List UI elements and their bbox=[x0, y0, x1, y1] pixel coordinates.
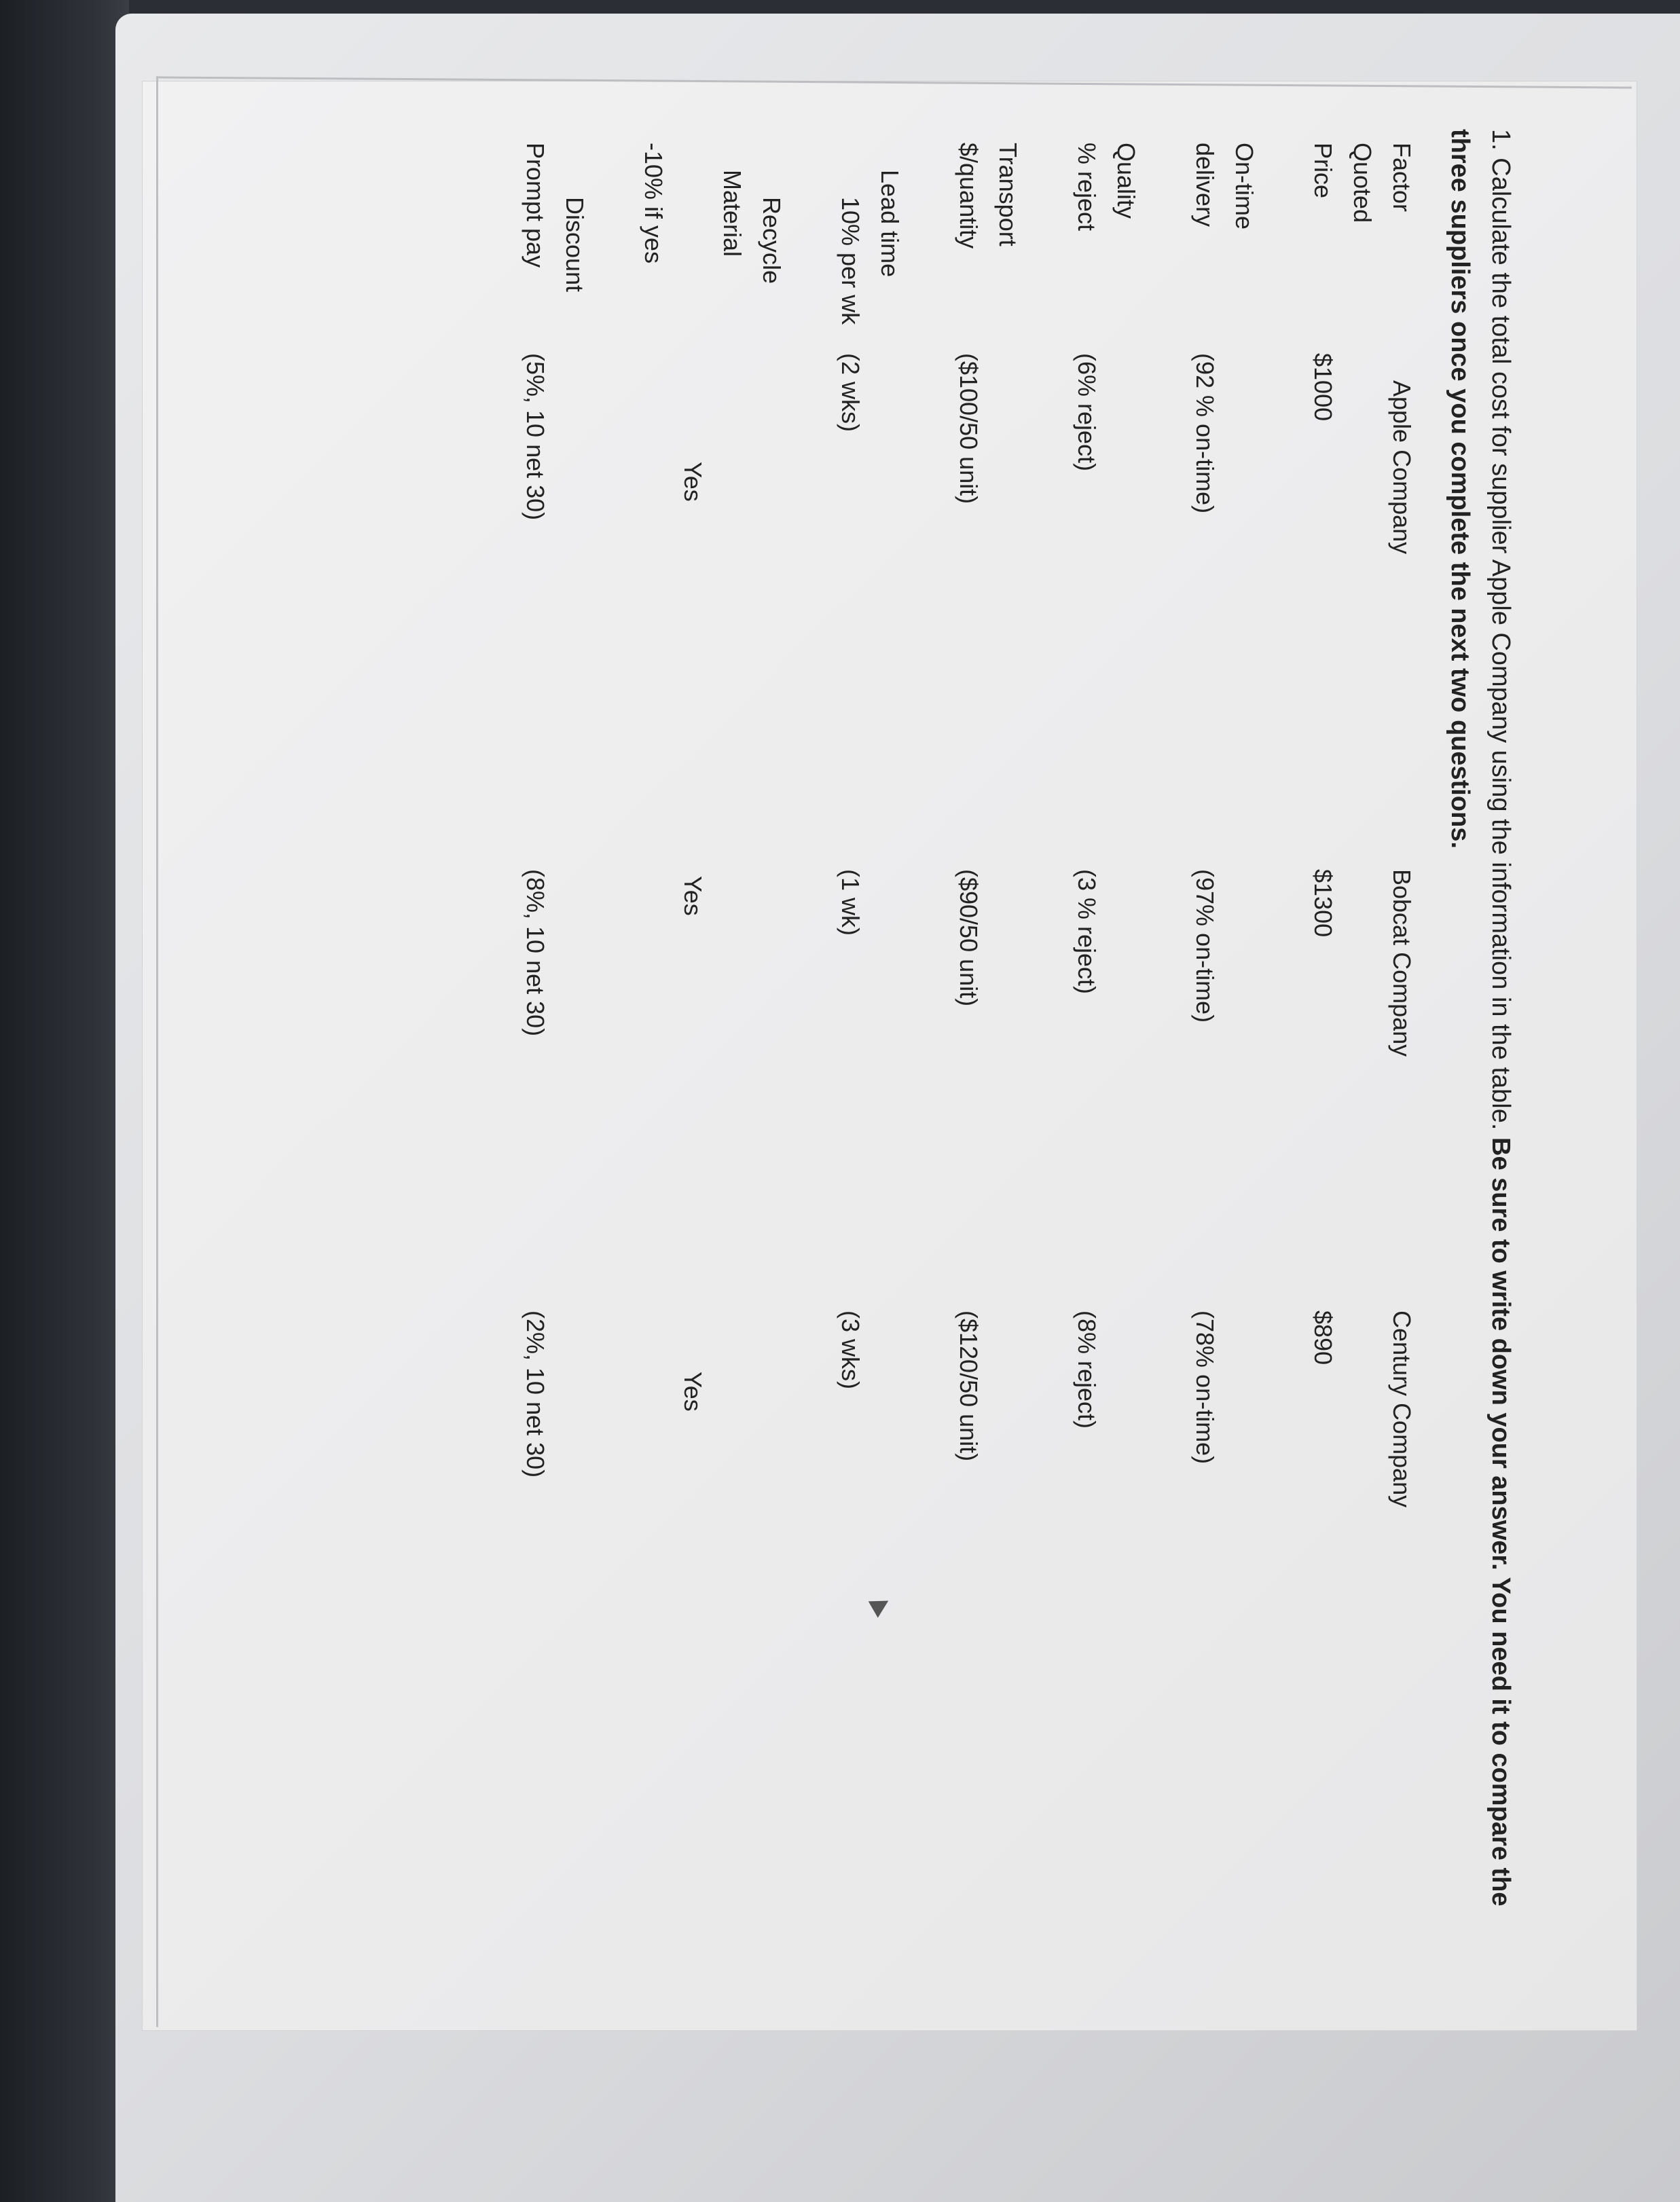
table-cell: ($90/50 unit) bbox=[955, 869, 983, 1007]
table-row bbox=[746, 143, 786, 1779]
table-cell bbox=[628, 353, 668, 869]
table-cell: Material bbox=[718, 170, 746, 257]
table-cell: Yes bbox=[679, 1372, 707, 1412]
table-cell: (97% on-time) bbox=[1191, 869, 1219, 1023]
table-cell: ($100/50 unit) bbox=[955, 353, 983, 504]
table-cell: Discount bbox=[561, 197, 589, 293]
table-cell bbox=[1101, 869, 1140, 1310]
header-century: Century Company bbox=[1388, 1310, 1416, 1508]
table-cell bbox=[983, 869, 1022, 1310]
table-cell bbox=[786, 869, 825, 1310]
table-cell bbox=[1022, 1310, 1061, 1779]
table-cell bbox=[1140, 1310, 1180, 1779]
table-cell bbox=[1101, 353, 1140, 869]
table-row bbox=[549, 143, 589, 1779]
table-cell bbox=[1258, 1310, 1298, 1779]
table-cell bbox=[707, 1310, 746, 1779]
table-cell bbox=[1337, 1310, 1376, 1779]
table-row bbox=[1337, 143, 1376, 1779]
table-row bbox=[510, 143, 549, 1779]
table-cell bbox=[628, 1310, 668, 1779]
table-cell bbox=[983, 1310, 1022, 1779]
table-cell: -10% if yes bbox=[640, 143, 668, 264]
table-cell: (2%, 10 net 30) bbox=[522, 1310, 549, 1478]
table-cell: (2 wks) bbox=[837, 353, 864, 432]
table-cell: (1 wk) bbox=[837, 869, 864, 936]
table-row bbox=[864, 143, 904, 1779]
table-row bbox=[628, 143, 668, 1779]
table-cell: Lead time bbox=[876, 170, 904, 278]
table-cell: $1300 bbox=[1309, 869, 1337, 938]
table-cell bbox=[589, 1310, 628, 1779]
header-apple: Apple Company bbox=[1388, 380, 1416, 555]
table-cell bbox=[864, 353, 904, 869]
table-cell: (3 % reject) bbox=[1073, 869, 1101, 995]
table-cell: (3 wks) bbox=[837, 1310, 864, 1389]
question-text bbox=[1440, 129, 1521, 1962]
table-cell: delivery bbox=[1191, 143, 1219, 227]
table-row bbox=[786, 143, 825, 1779]
table-cell bbox=[1022, 869, 1061, 1310]
table-cell bbox=[1337, 869, 1376, 1310]
table-cell: Yes bbox=[679, 876, 707, 916]
table-cell bbox=[904, 353, 943, 869]
table-cell bbox=[549, 353, 589, 869]
table-cell: Prompt pay bbox=[522, 143, 549, 268]
table-cell bbox=[786, 143, 825, 353]
table-cell bbox=[668, 143, 707, 353]
question-instruction: Be sure to write down your answer. You need it to compare the three suppliers once you complete the next two questions. bbox=[1446, 129, 1515, 1907]
table-row bbox=[707, 143, 746, 1779]
table-cell bbox=[746, 869, 786, 1310]
question-number: 1. bbox=[1486, 129, 1515, 151]
table-cell bbox=[1022, 353, 1061, 869]
table-cell: $1000 bbox=[1309, 353, 1337, 422]
table-cell: Transport bbox=[994, 143, 1022, 246]
table-cell: % reject bbox=[1073, 143, 1101, 232]
table-cell: Quality bbox=[1112, 143, 1140, 219]
table-row bbox=[1219, 143, 1258, 1779]
table-cell bbox=[983, 353, 1022, 869]
table-cell bbox=[746, 353, 786, 869]
table-cell: (5%, 10 net 30) bbox=[522, 353, 549, 521]
table-cell: Yes bbox=[679, 462, 707, 502]
table-cell bbox=[864, 1310, 904, 1779]
table-cell: Recycle bbox=[758, 197, 786, 285]
table-row bbox=[668, 143, 707, 1779]
table-cell: (78% on-time) bbox=[1191, 1310, 1219, 1465]
table-cell bbox=[1140, 869, 1180, 1310]
table-row bbox=[904, 143, 943, 1779]
table-cell: (8% reject) bbox=[1073, 1310, 1101, 1429]
table-cell bbox=[1258, 143, 1298, 353]
table-row bbox=[943, 143, 983, 1779]
table-cell bbox=[1219, 353, 1258, 869]
table-cell bbox=[1219, 869, 1258, 1310]
table-cell bbox=[904, 1310, 943, 1779]
table-cell bbox=[707, 869, 746, 1310]
table-cell bbox=[628, 869, 668, 1310]
table-cell bbox=[1258, 353, 1298, 869]
table-row bbox=[825, 143, 864, 1779]
table-row bbox=[1022, 143, 1061, 1779]
table-cell bbox=[1337, 353, 1376, 869]
table-cell: ($120/50 unit) bbox=[955, 1310, 983, 1462]
table-cell: 10% per wk bbox=[837, 197, 864, 325]
supplier-table bbox=[510, 143, 1416, 1779]
table-cell: (8%, 10 net 30) bbox=[522, 869, 549, 1037]
table-cell bbox=[707, 353, 746, 869]
table-cell bbox=[589, 353, 628, 869]
question-content bbox=[81, 129, 1521, 2003]
table-cell bbox=[1101, 1310, 1140, 1779]
table-cell bbox=[904, 143, 943, 353]
header-bobcat: Bobcat Company bbox=[1388, 869, 1416, 1057]
table-cell bbox=[746, 1310, 786, 1779]
table-row bbox=[1258, 143, 1298, 1779]
table-cell bbox=[589, 869, 628, 1310]
table-row bbox=[1061, 143, 1101, 1779]
header-factor: Factor bbox=[1388, 143, 1416, 213]
table-cell: On-time bbox=[1230, 143, 1258, 230]
table-cell: Quoted bbox=[1349, 143, 1376, 223]
table-cell: (92 % on-time) bbox=[1191, 353, 1219, 514]
table-cell: $/quantity bbox=[955, 143, 983, 249]
table-cell bbox=[864, 869, 904, 1310]
table-row bbox=[1140, 143, 1180, 1779]
table-cell bbox=[786, 1310, 825, 1779]
table-header-row bbox=[1376, 143, 1416, 1779]
table-cell bbox=[1219, 1310, 1258, 1779]
table-cell bbox=[549, 1310, 589, 1779]
table-cell bbox=[589, 143, 628, 353]
table-cell bbox=[1140, 143, 1180, 353]
table-row bbox=[983, 143, 1022, 1779]
table-cell bbox=[904, 869, 943, 1310]
table-cell: $890 bbox=[1309, 1310, 1337, 1365]
table-cell bbox=[1140, 353, 1180, 869]
table-row bbox=[1180, 143, 1219, 1779]
question-prompt: Calculate the total cost for supplier Apple Company using the information in the table. bbox=[1486, 158, 1515, 1131]
table-row bbox=[1298, 143, 1337, 1779]
table-cell bbox=[786, 353, 825, 869]
table-row bbox=[589, 143, 628, 1779]
table-cell bbox=[549, 869, 589, 1310]
table-cell bbox=[1022, 143, 1061, 353]
table-cell bbox=[1258, 869, 1298, 1310]
table-cell: (6% reject) bbox=[1073, 353, 1101, 472]
table-row bbox=[1101, 143, 1140, 1779]
table-cell: Price bbox=[1309, 143, 1337, 199]
